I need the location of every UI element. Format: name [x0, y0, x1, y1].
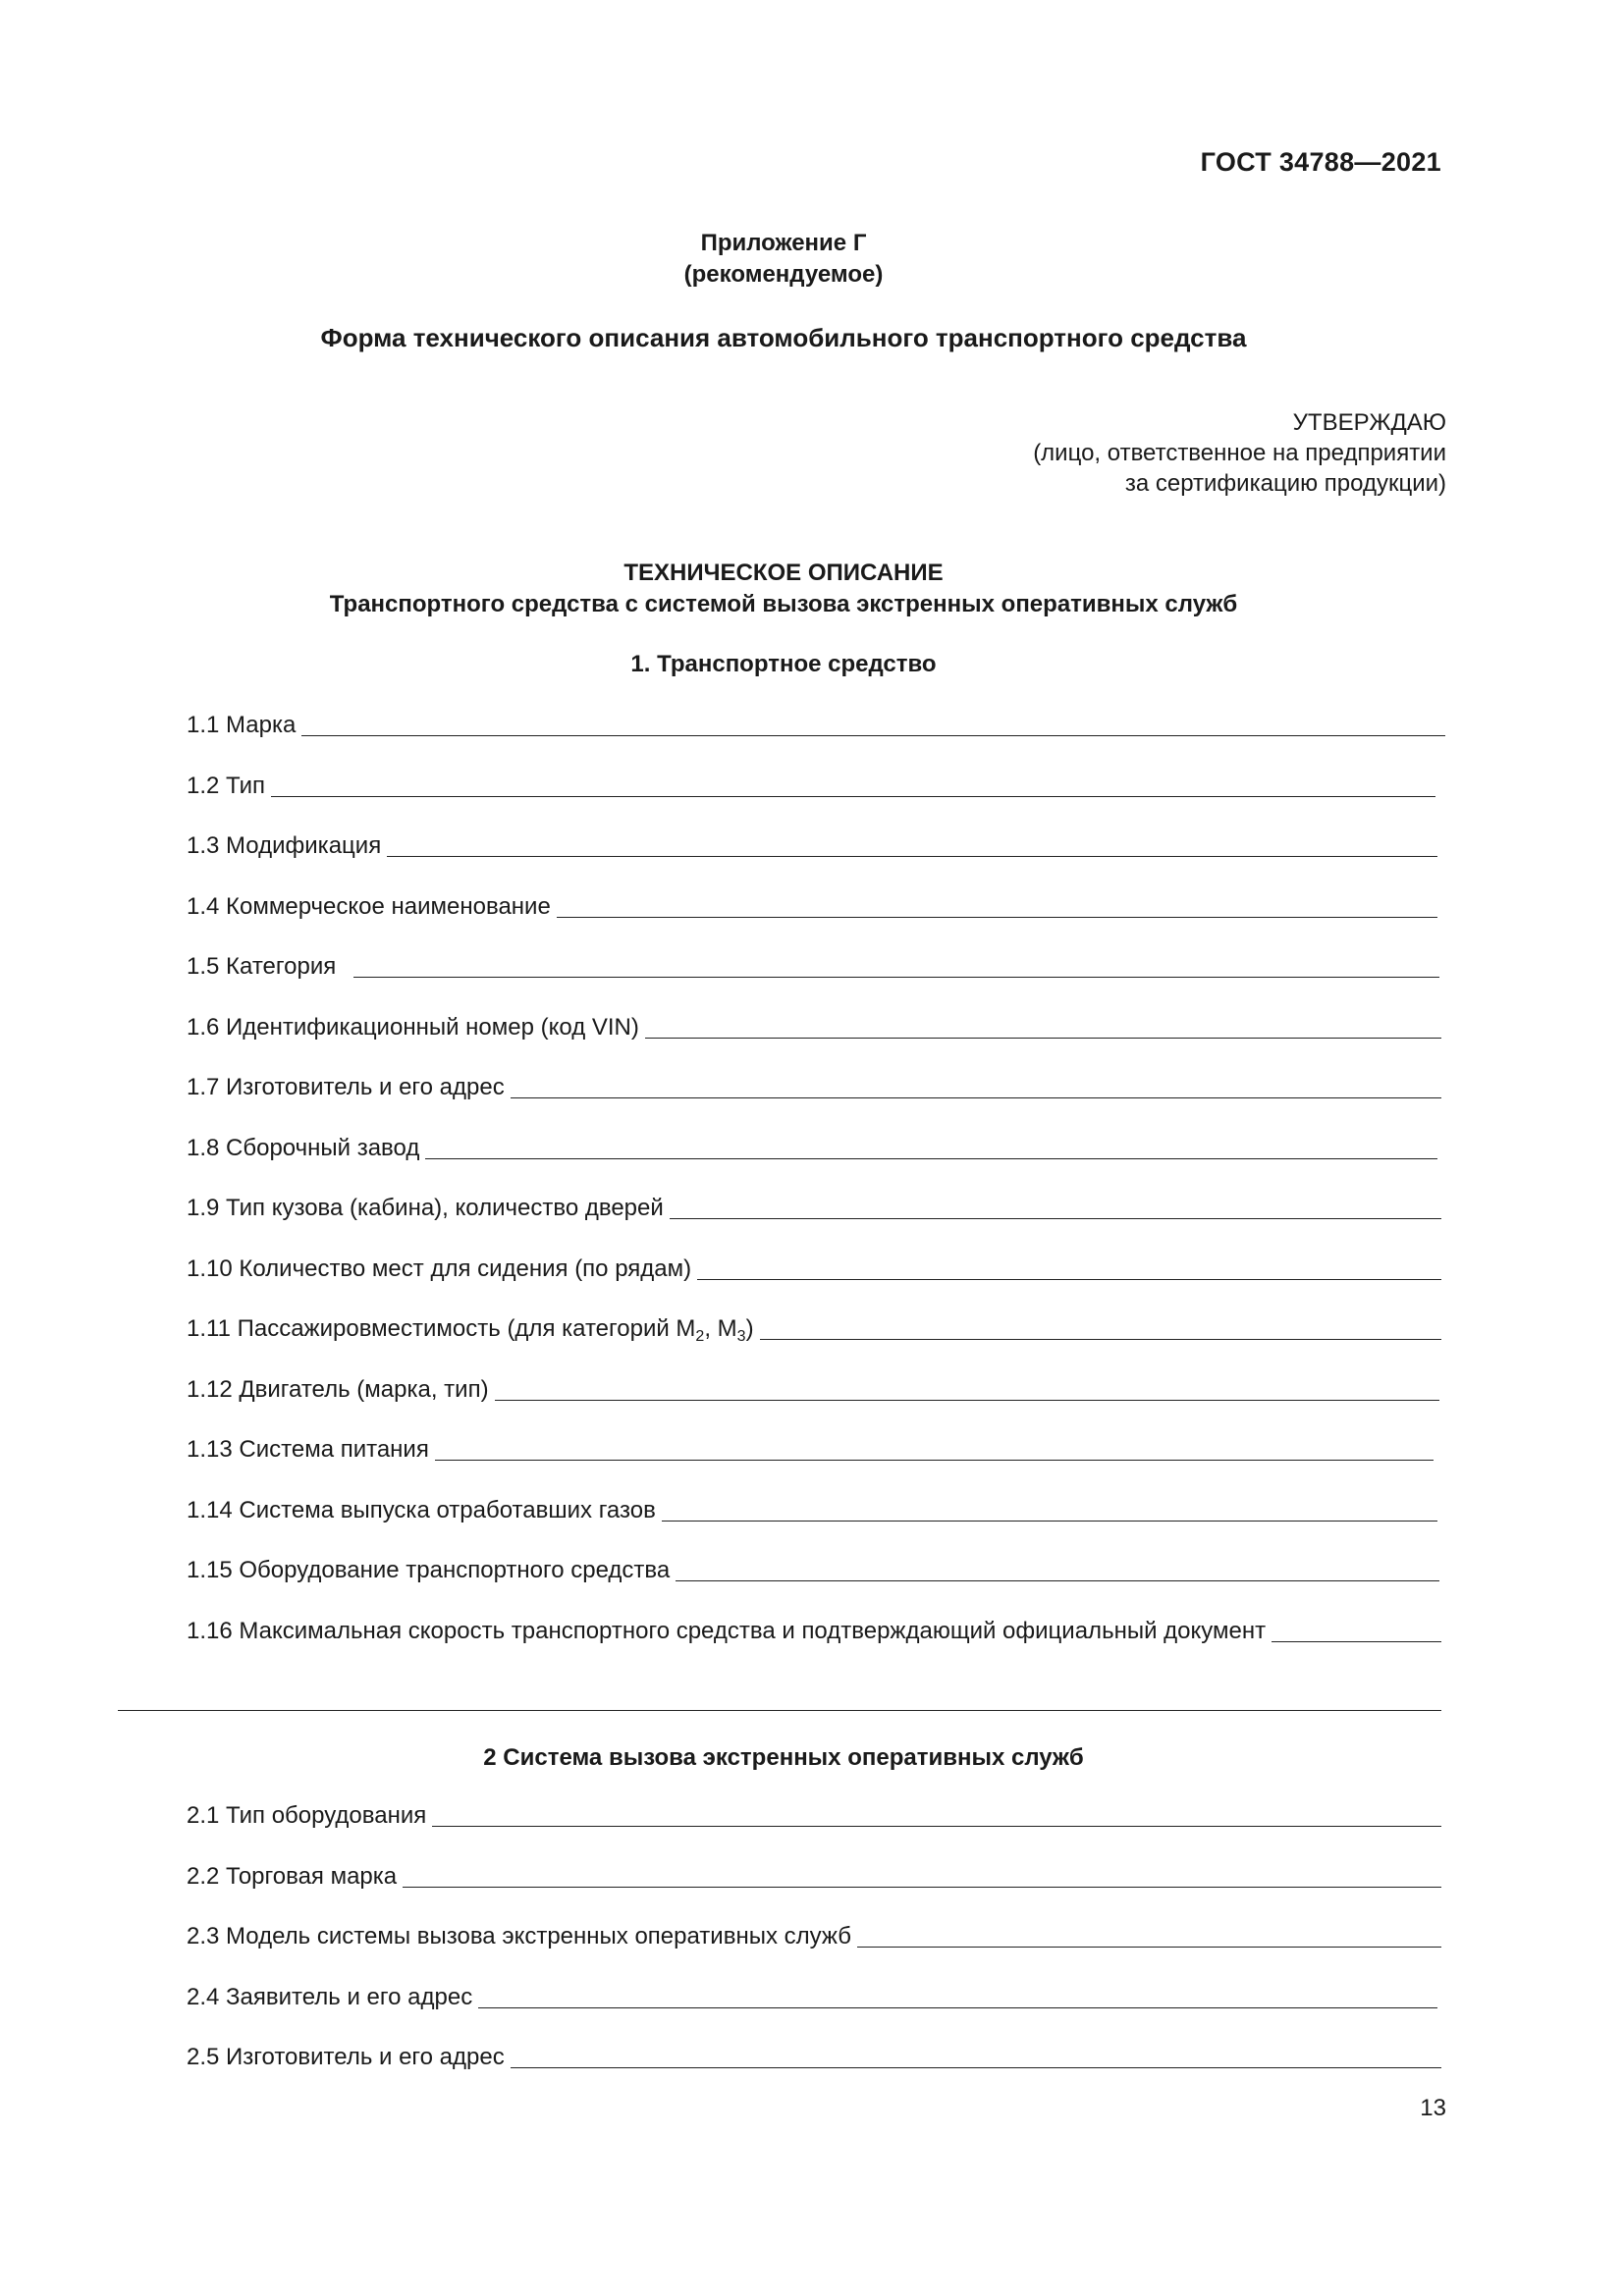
field-category: [187, 950, 1439, 982]
field-blank-line[interactable]: [857, 1947, 1441, 1948]
field-label: 1.1 Марка: [187, 712, 297, 738]
field-blank-line[interactable]: [435, 1460, 1434, 1461]
field-label: 2.5 Изготовитель и его адрес: [187, 2044, 505, 2070]
field-label: 1.13 Система питания: [187, 1436, 429, 1463]
field-assembly-plant: [187, 1132, 1437, 1163]
field-blank-line[interactable]: [271, 796, 1435, 797]
field-system-manufacturer: [187, 2041, 1441, 2072]
field-engine: [187, 1373, 1439, 1405]
page-number: 13: [1420, 2095, 1446, 2121]
field-blank-line[interactable]: [301, 735, 1445, 736]
field-vehicle-equipment: [187, 1554, 1439, 1585]
field-blank-line[interactable]: [495, 1400, 1439, 1401]
field-modification: [187, 829, 1437, 861]
field-blank-line[interactable]: [511, 1097, 1441, 1098]
field-label: 1.12 Двигатель (марка, тип): [187, 1376, 489, 1403]
field-label: 1.16 Максимальная скорость транспортного средства и подтверждающий официальный документ: [187, 1618, 1267, 1644]
field-label: 2.4 Заявитель и его адрес: [187, 1984, 473, 2010]
field-blank-line[interactable]: [387, 856, 1437, 857]
field-blank-line[interactable]: [478, 2007, 1437, 2008]
approval-line-3: за сертификацию продукции): [1124, 470, 1446, 497]
field-blank-line[interactable]: [425, 1158, 1437, 1159]
field-seats: [187, 1253, 1441, 1284]
field-label: 1.10 Количество мест для сидения (по рядам): [187, 1255, 692, 1282]
field-label: 1.6 Идентификационный номер (код VIN): [187, 1014, 639, 1041]
field-label: 1.2 Тип: [187, 773, 266, 799]
field-blank-line[interactable]: [511, 2067, 1441, 2068]
field-label: 2.2 Торговая марка: [187, 1863, 398, 1890]
tech-description-subtitle: Транспортного средства с системой вызова экстренных оперативных служб: [329, 591, 1238, 617]
field-blank-line[interactable]: [353, 977, 1439, 978]
section-1-title: 1. Транспортное средство: [630, 651, 937, 677]
field-label: 1.3 Модификация: [187, 832, 382, 859]
field-blank-line[interactable]: [557, 917, 1437, 918]
field-fuel-system: [187, 1433, 1434, 1465]
field-blank-line[interactable]: [1272, 1641, 1441, 1642]
field-blank-line[interactable]: [670, 1218, 1441, 1219]
field-vin: [187, 1011, 1441, 1042]
field-blank-line[interactable]: [432, 1826, 1441, 1827]
field-applicant: [187, 1981, 1437, 2012]
field-blank-line[interactable]: [645, 1038, 1441, 1039]
field-blank-line[interactable]: [676, 1580, 1439, 1581]
field-body-type: [187, 1192, 1441, 1223]
field-blank-line[interactable]: [760, 1339, 1441, 1340]
field-brand: [187, 709, 1445, 740]
appendix-title: Приложение Г: [700, 230, 867, 256]
field-commercial-name: [187, 890, 1437, 922]
field-label: 2.3 Модель системы вызова экстренных оперативных служб: [187, 1923, 851, 1949]
field-equipment-type: [187, 1799, 1441, 1831]
field-label: 1.5 Категория: [187, 953, 337, 980]
field-max-speed: [187, 1615, 1441, 1646]
approval-line-2: (лицо, ответственное на предприятии: [1033, 440, 1446, 466]
field-blank-line[interactable]: [697, 1279, 1441, 1280]
field-passenger-capacity: [187, 1312, 1441, 1344]
field-exhaust-system: [187, 1494, 1437, 1525]
field-manufacturer: [187, 1071, 1441, 1102]
tech-description-title: ТЕХНИЧЕСКОЕ ОПИСАНИЕ: [623, 560, 944, 586]
appendix-subtitle: (рекомендуемое): [683, 261, 884, 288]
field-blank-line[interactable]: [403, 1887, 1441, 1888]
field-label: 1.11 Пассажировместимость (для категорий $M_2$, $M_3$): [187, 1315, 754, 1345]
document-code: ГОСТ 34788—2021: [1200, 147, 1441, 177]
field-type: [187, 770, 1435, 801]
full-width-blank-line[interactable]: [118, 1710, 1441, 1711]
field-trademark: [187, 1860, 1441, 1892]
field-label: 1.4 Коммерческое наименование: [187, 893, 551, 920]
field-blank-line[interactable]: [662, 1521, 1437, 1522]
field-label: 1.15 Оборудование транспортного средства: [187, 1557, 671, 1583]
field-system-model: [187, 1920, 1441, 1951]
section-2-title: 2 Система вызова экстренных оперативных служб: [483, 1744, 1084, 1771]
field-label: 1.8 Сборочный завод: [187, 1135, 420, 1161]
approval-heading: УТВЕРЖДАЮ: [1292, 409, 1446, 436]
field-label: 1.14 Система выпуска отработавших газов: [187, 1497, 656, 1523]
field-label: 1.9 Тип кузова (кабина), количество дверей: [187, 1195, 664, 1221]
field-label: 2.1 Тип оборудования: [187, 1802, 427, 1829]
form-title: Форма технического описания автомобильного транспортного средства: [320, 323, 1247, 352]
field-label: 1.7 Изготовитель и его адрес: [187, 1074, 505, 1100]
